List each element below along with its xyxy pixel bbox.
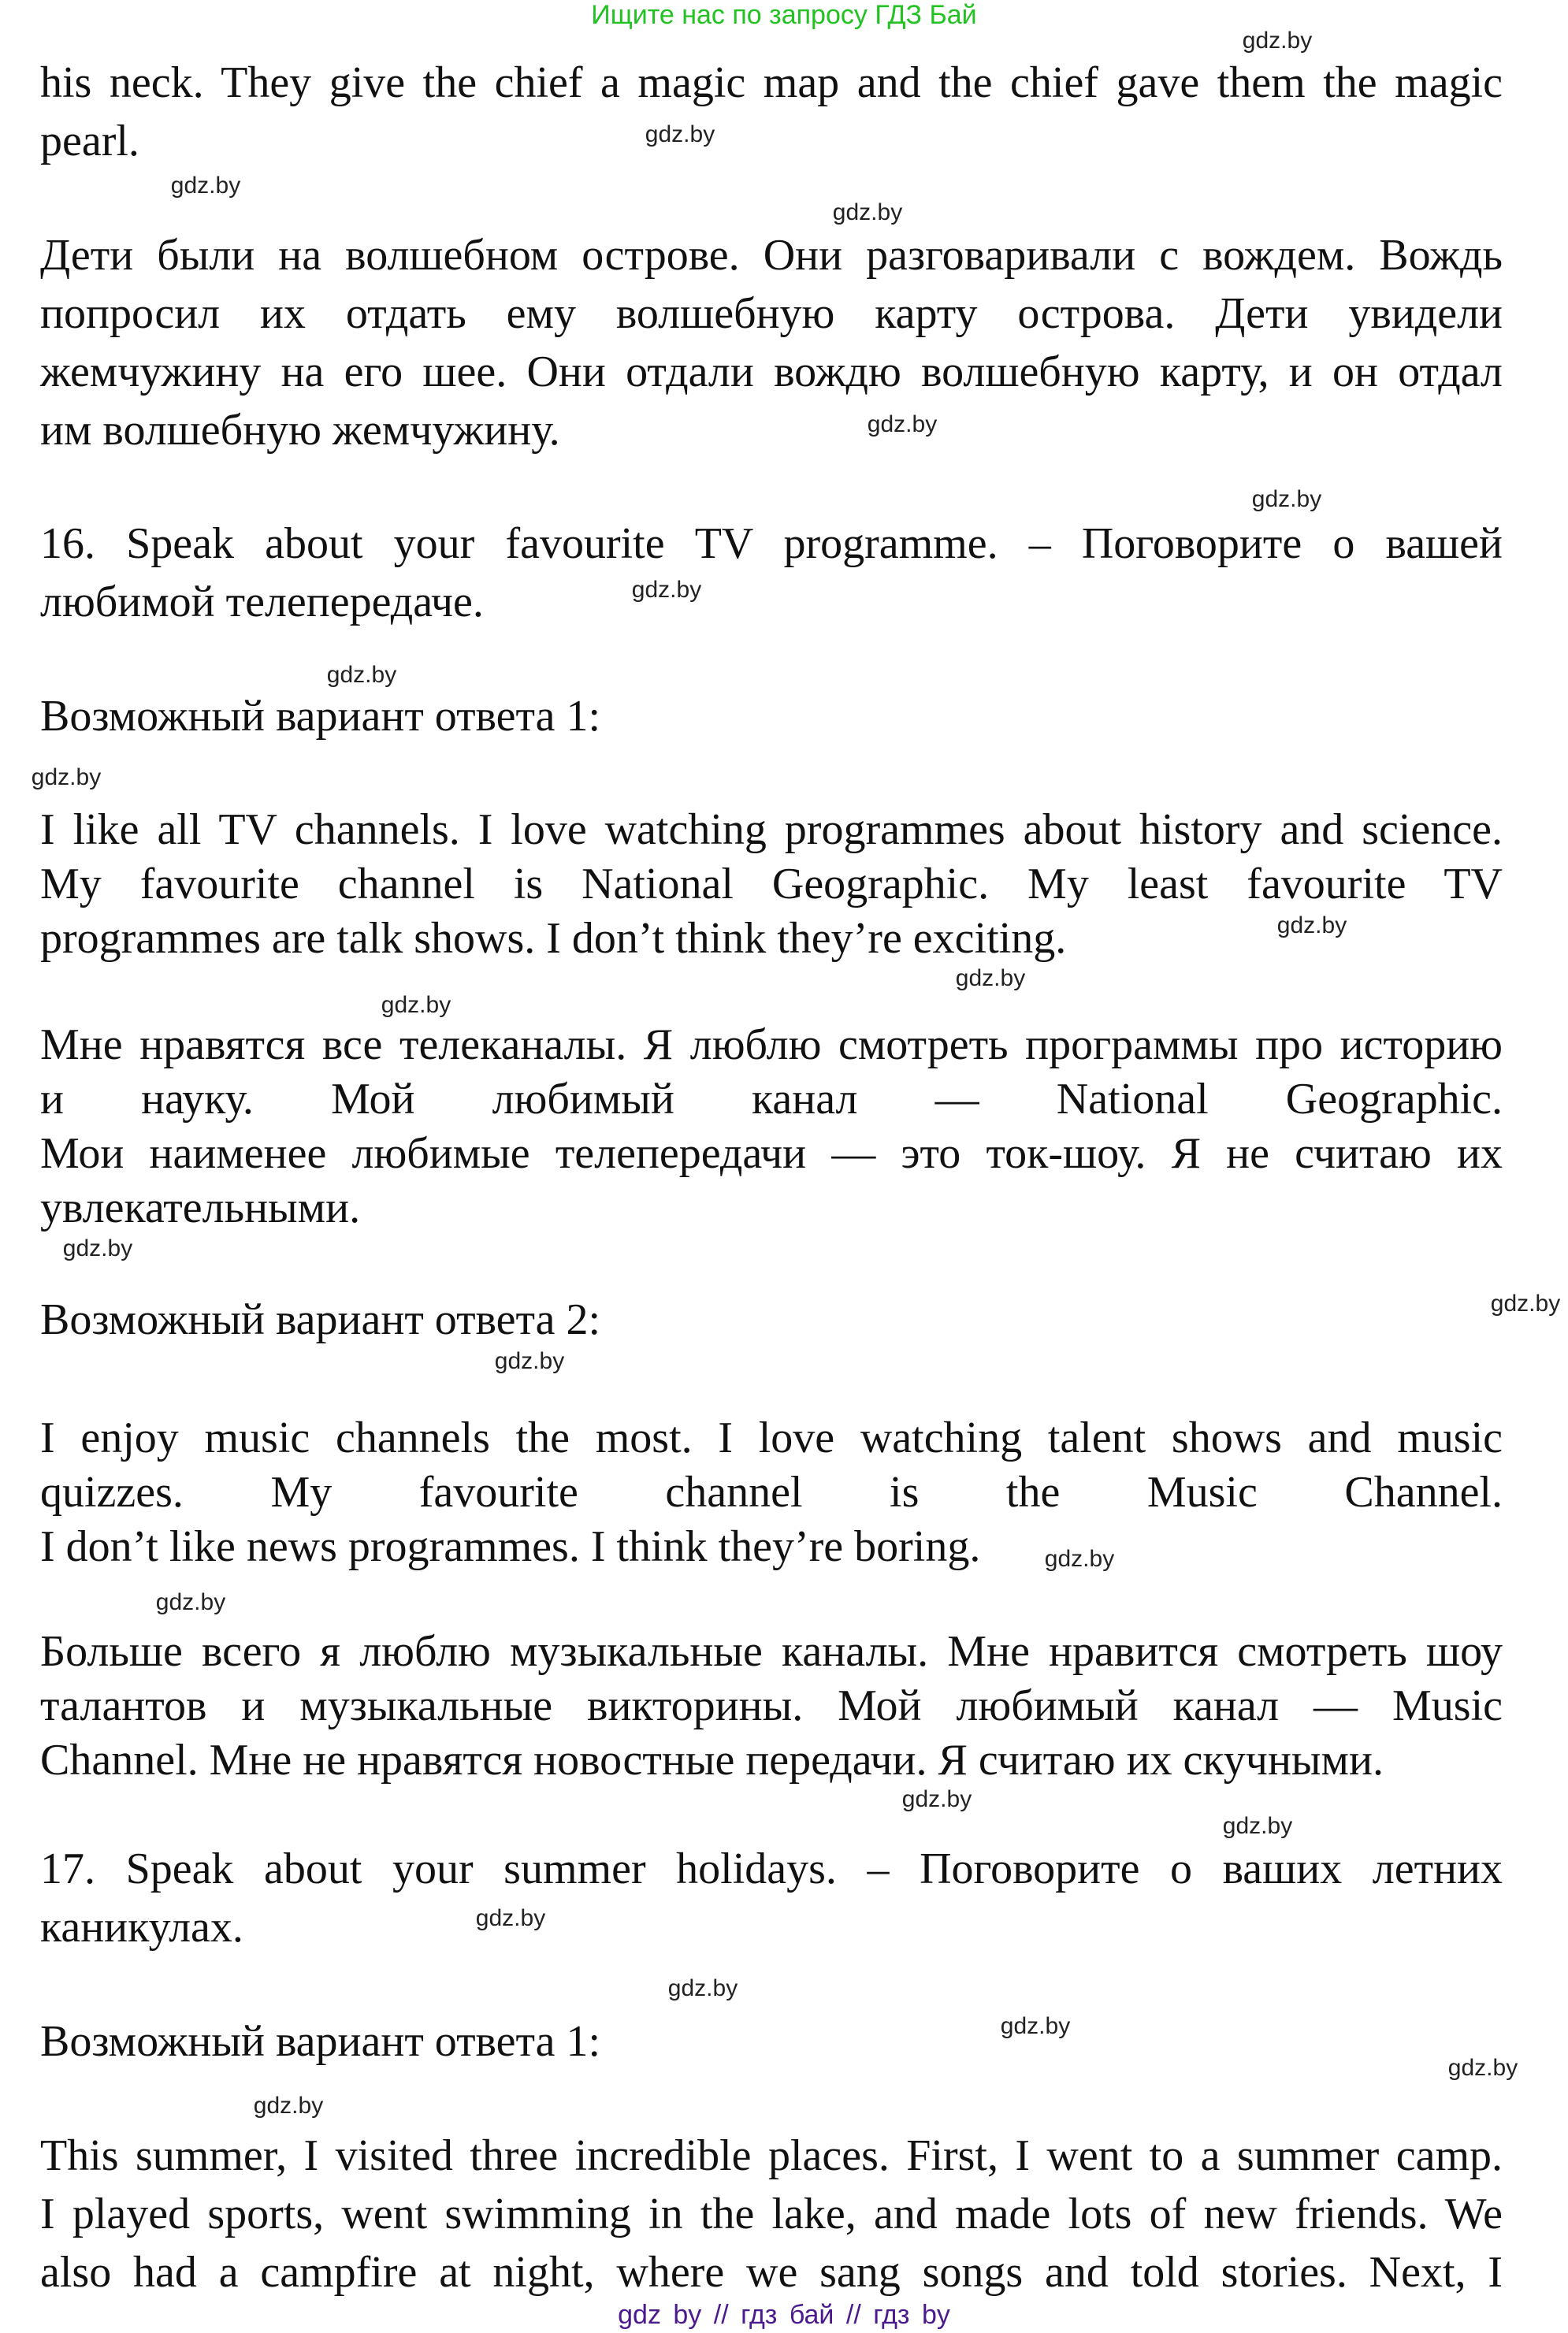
text-line: also had a campfire at night, where we sang songs and told stories. Next, I — [40, 2248, 1503, 2297]
text-line: попросил их отдать ему волшебную карту острова. Дети увидели — [40, 289, 1503, 338]
site-banner: Ищите нас по запросу ГДЗ Бай — [591, 0, 977, 30]
text-line: I don’t like news programmes. I think they’re boring. — [40, 1522, 981, 1571]
task-17-variant-1-label — [40, 2012, 1503, 2071]
watermark: gdz.by — [1044, 1546, 1115, 1572]
task-17-heading — [40, 1840, 1503, 1956]
watermark: gdz.by — [867, 411, 938, 437]
text-line: I like all TV channels. I love watching programmes about history and science. — [40, 805, 1503, 854]
watermark: gdz.by — [667, 1975, 738, 2001]
text-line: pearl. — [40, 117, 139, 165]
text-line: увлекательными. — [40, 1183, 361, 1232]
task-16-answer-2-ru — [40, 1625, 1503, 1788]
watermark: gdz.by — [253, 2093, 324, 2119]
text-line: и науку. Мой любимый канал — National Geographic. — [40, 1075, 1503, 1124]
watermark: gdz.by — [381, 992, 451, 1018]
watermark: gdz.by — [475, 1905, 546, 1931]
text-line: любимой телепередаче. — [40, 578, 484, 626]
task-16-answer-1-ru — [40, 1018, 1503, 1235]
text-line: жемчужину на его шее. Они отдали вождю волшебную карту, и он отдал — [40, 347, 1503, 396]
watermark: gdz.by — [901, 1786, 972, 1812]
text-line: 17. Speak about your summer holidays. – Поговорите о ваших летних — [40, 1844, 1503, 1893]
watermark: gdz.by — [955, 965, 1026, 991]
story-end-en — [40, 54, 1503, 170]
text-line: This summer, I visited three incredible places. First, I went to a summer camp. — [40, 2131, 1503, 2180]
text-line: 16. Speak about your favourite TV programme. – Поговорите о вашей — [40, 519, 1503, 568]
text-line: My favourite channel is National Geographic. My least favourite TV — [40, 860, 1503, 908]
text-line: им волшебную жемчужину. — [40, 406, 560, 455]
text-line: his neck. They give the chief a magic map and the chief gave them the magic — [40, 58, 1503, 107]
story-translation-ru — [40, 226, 1503, 459]
text-line: Возможный вариант ответа 1: — [40, 692, 601, 741]
text-line: quizzes. My favourite channel is the Music Channel. — [40, 1468, 1503, 1517]
watermark: gdz.by — [1242, 28, 1313, 54]
task-16-variant-1-label — [40, 687, 1503, 745]
task-16-answer-1-en — [40, 803, 1503, 966]
text-line: Возможный вариант ответа 2: — [40, 1295, 601, 1344]
watermark: gdz.by — [155, 1589, 226, 1615]
watermark: gdz.by — [631, 577, 702, 603]
watermark: gdz.by — [31, 764, 102, 790]
watermark: gdz.by — [326, 662, 397, 688]
watermark: gdz.by — [1447, 2055, 1518, 2081]
site-footer: gdz by // гдз бай // гдз by — [618, 2300, 950, 2330]
task-16-variant-2-label — [40, 1291, 1503, 1349]
text-line: Больше всего я люблю музыкальные каналы. Мне нравится смотреть шоу — [40, 1627, 1503, 1676]
watermark: gdz.by — [1222, 1813, 1293, 1839]
watermark: gdz.by — [494, 1348, 565, 1374]
task-16-answer-2-en — [40, 1411, 1503, 1574]
watermark: gdz.by — [170, 173, 241, 199]
watermark: gdz.by — [62, 1235, 133, 1261]
watermark: gdz.by — [1251, 486, 1322, 512]
text-line: каникулах. — [40, 1903, 243, 1952]
watermark: gdz.by — [1490, 1291, 1561, 1317]
text-line: Мои наименее любимые телепередачи — это ток-шоу. Я не считаю их — [40, 1129, 1503, 1178]
watermark: gdz.by — [1000, 2013, 1071, 2039]
text-line: Возможный вариант ответа 1: — [40, 2017, 601, 2066]
watermark: gdz.by — [645, 121, 715, 147]
text-line: I enjoy music channels the most. I love watching talent shows and music — [40, 1414, 1503, 1462]
text-line: I played sports, went swimming in the lake, and made lots of new friends. We — [40, 2190, 1503, 2238]
watermark: gdz.by — [832, 199, 903, 225]
text-line: талантов и музыкальные викторины. Мой любимый канал — Music — [40, 1681, 1503, 1730]
text-line: programmes are talk shows. I don’t think they’re exciting. — [40, 914, 1067, 963]
task-16-heading — [40, 515, 1503, 631]
watermark: gdz.by — [1276, 912, 1347, 938]
text-line: Дети были на волшебном острове. Они разговаривали с вождем. Вождь — [40, 231, 1503, 280]
text-line: Мне нравятся все телеканалы. Я люблю смотреть программы про историю — [40, 1020, 1503, 1069]
task-17-answer-1-en — [40, 2127, 1503, 2301]
text-line: Channel. Мне не нравятся новостные передачи. Я считаю их скучными. — [40, 1736, 1384, 1785]
